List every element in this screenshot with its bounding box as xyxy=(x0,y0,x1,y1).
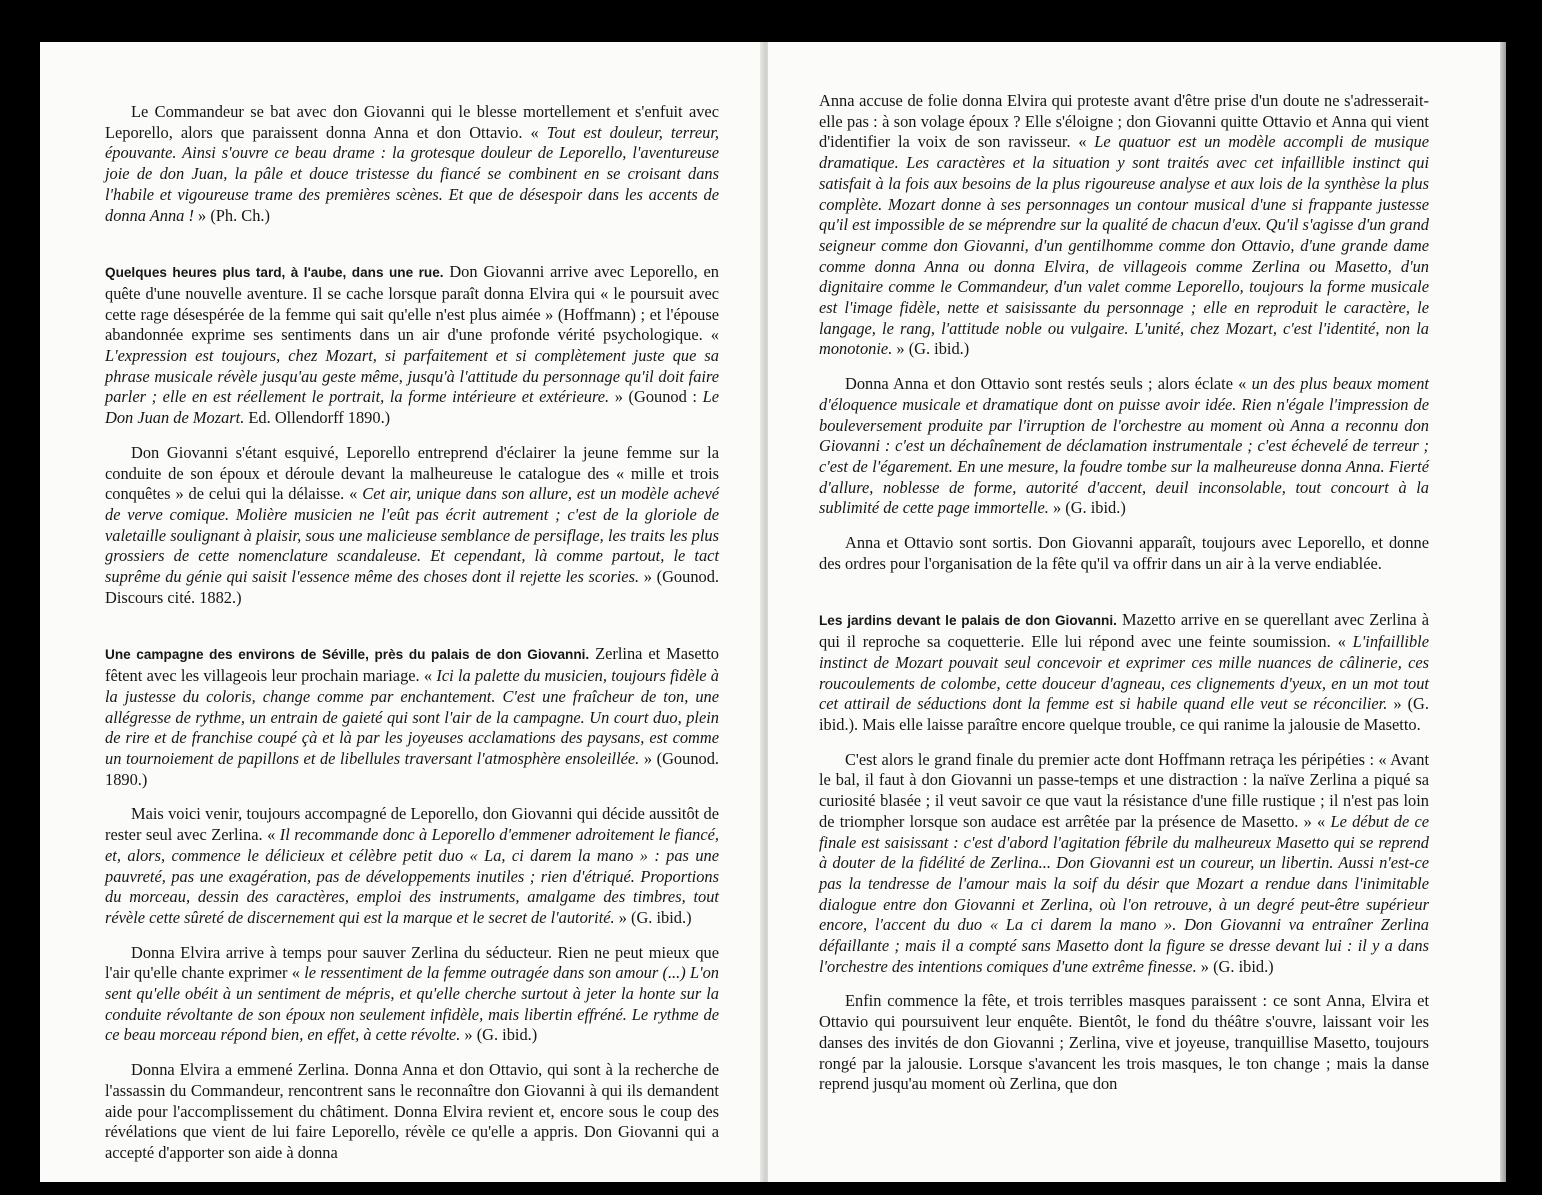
left-paragraph-5: Mais voici venir, toujours accompagné de Leporello, don Giovanni qui décide aussitôt de rester seul avec Zerlina. « Il recommande donc à Leporello d'emmener adroitement le fiancé, et, alors, commence le délicieux et célèbre petit duo « La, ci darem la mano » : pas une pauvreté, pas une exagération, pas de développements inutiles ; rien d'étriqué. Proportions du morceau, dessin des caractères, emploi des instruments, amalgame des timbres, tout révèle cette sûreté de discernement qui est la marque et le secret de l'autorité. » (G. ibid.) xyxy=(105,804,719,927)
right-paragraph-4: Les jardins devant le palais de don Giovanni. Mazetto arrive en se querellant avec Zerlina à qui il reproche sa coquetterie. Elle lui répond avec une feinte soumission. « L'infaillible instinct de Mozart pouvait seul concevoir et exprimer ces mille nuances de câlinerie, ces roucoulements de colombe, cette douceur d'agneau, ces clignements d'yeux, en un mot tout cet attirail de séductions dont la femme est si habile quand elle veut se réconcilier. » (G. ibid.). Mais elle laisse paraître encore quelque trouble, ce qui ranime la jalousie de Masetto. xyxy=(819,610,1429,734)
section-heading: Les jardins devant le palais de don Giovanni. xyxy=(819,613,1117,629)
section-heading: Quelques heures plus tard, à l'aube, dans une rue. xyxy=(105,265,444,281)
right-page xyxy=(768,42,1500,1182)
right-paragraph-3: Anna et Ottavio sont sortis. Don Giovanni apparaît, toujours avec Leporello, et donne des ordres pour l'organisation de la fête qu'il va offrir dans un air à la verve endiablée. xyxy=(819,533,1429,573)
left-paragraph-2: Quelques heures plus tard, à l'aube, dans une rue. Don Giovanni arrive avec Leporello, en quête d'une nouvelle aventure. Il se cache lorsque paraît donna Elvira qui « le poursuit avec cette rage désespérée de la femme qui sait qu'elle n'est plus aimée » (Hoffmann) ; et l'épouse abandonnée exprime ses sentiments dans un air d'une profonde vérité psychologique. « L'expression est toujours, chez Mozart, si parfaitement et si complètement juste que sa phrase musicale révèle jusqu'au geste même, jusqu'à l'attitude du personnage qu'il doit faire parler ; elle en est réellement le portrait, la forme intérieure et extérieure. » (Gounod : Le Don Juan de Mozart. Ed. Ollendorff 1890.) xyxy=(105,262,720,428)
left-paragraph-1: Le Commandeur se bat avec don Giovanni qui le blesse mortellement et s'enfuit avec Leporello, alors que paraissent donna Anna et don Ottavio. « Tout est douleur, terreur, épouvante. Ainsi s'ouvre ce beau drame : la grotesque douleur de Leporello, l'aventureuse joie de don Juan, la pâle et douce tristesse du fiancé se combinent en se croisant dans l'habile et vigoureuse trame des premières scènes. Et que de désespoir dans les accents de donna Anna ! » (Ph. Ch.) xyxy=(105,102,719,225)
page-edge xyxy=(1500,42,1506,1182)
left-page xyxy=(40,42,765,1182)
left-paragraph-4: Une campagne des environs de Séville, près du palais de don Giovanni. Zerlina et Masetto fêtent avec les villageois leur prochain mariage. « Ici la palette du musicien, toujours fidèle à la justesse du coloris, change comme par enchantement. C'est une fraîcheur de ton, une allégresse de rythme, un entrain de gaieté qui sont l'air de la campagne. Un court duo, plein de rire et de franchise coupé çà et là par les joyeuses acclamations des paysans, est comme un tournoiement de papillons et de libellules traversant l'atmosphère ensoleillée. » (Gounod. 1890.) xyxy=(105,644,719,789)
right-paragraph-6: Enfin commence la fête, et trois terribles masques paraissent : ce sont Anna, Elvira et Ottavio qui poursuivent leur enquête. Bientôt, le fond du théâtre s'ouvre, laissant voir les danses des invités de don Giovanni ; Zerlina, vive et joyeuse, tranquillise Masetto, toujours rongé par la jalousie. Lorsque s'avancent les trois masques, le ton change ; mais la danse reprend jusqu'au moment où Zerlina, que don xyxy=(819,991,1429,1094)
left-paragraph-7: Donna Elvira a emmené Zerlina. Donna Anna et don Ottavio, qui sont à la recherche de l'assassin du Commandeur, rencontrent sans le reconnaître don Giovanni à qui ils demandent aide pour l'accomplissement du châtiment. Donna Elvira revient et, encore sous le coup des révélations que vient de lui faire Leporello, révèle ce qu'elle a appris. Don Giovanni qui a accepté d'apporter son aide à donna xyxy=(105,1060,719,1162)
section-heading: Une campagne des environs de Séville, près du palais de don Giovanni. xyxy=(105,647,590,663)
left-paragraph-6: Donna Elvira arrive à temps pour sauver Zerlina du séducteur. Rien ne peut mieux que l'air qu'elle chante exprimer « le ressentiment de la femme outragée dans son amour (...) L'on sent qu'elle obéit à un sentiment de mépris, et qu'elle cherche surtout à jeter la honte sur la conduite révoltante de son époux non seulement infidèle, mais libertin effréné. Le rythme de ce beau morceau répond bien, en effet, à cette révolte. » (G. ibid.) xyxy=(105,942,719,1045)
left-paragraph-3: Don Giovanni s'étant esquivé, Leporello entreprend d'éclairer la jeune femme sur la conduite de son époux et déroule devant la malheureuse le catalogue des « mille et trois conquêtes » de celui qui la délaisse. « Cet air, unique dans son allure, est un modèle achevé de verve comique. Molière musicien ne l'eût pas écrit autrement ; c'est de la gloriole de valetaille soulignant à plaisir, sous une malicieuse semblance de persiflage, les traits les plus grossiers de cette nomenclature scandaleuse. Et cependant, là comme partout, le tact suprême du génie qui saisit l'essence même des choses dont il rejette les scories. » (Gounod. Discours cité. 1882.) xyxy=(105,442,720,607)
right-paragraph-2: Donna Anna et don Ottavio sont restés seuls ; alors éclate « un des plus beaux moment d'éloquence musicale et dramatique dont on puisse avoir idée. Rien n'égale l'impression de bouleversement produite par l'irruption de l'orchestre au moment où Anna a reconnu don Giovanni : c'est un déchaînement de déclamation instrumentale ; c'est échevelé de terreur ; c'est de l'égarement. En une mesure, la foudre tombe sur la malheureuse donna Anna. Fierté d'allure, noblesse de forme, autorité d'accent, deuil inconsolable, tout concourt à la sublimité de cette page immortelle. » (G. ibid.) xyxy=(819,374,1429,518)
right-paragraph-5: C'est alors le grand finale du premier acte dont Hoffmann retraça les péripéties : « Avant le bal, il faut à don Giovanni un passe-temps et une distraction : la naïve Zerlina a piqué sa curiosité blasée ; il veut savoir ce que vaut la résistance d'une fille rustique ; il n'est pas loin de triompher lorsque son audace est arrêtée par la présence de Masetto. » « Le début de ce finale est saisissant : c'est d'abord l'agitation fébrile du malheureux Masetto qui se reprend à douter de la fidélité de Zerlina... Don Giovanni est un coureur, un libertin. Aussi n'est-ce pas la tendresse de l'amour mais la soif du désir que Mozart a rendue dans l'inimitable dialogue entre don Giovanni et Zerlina, où l'on retrouve, à un degré peut-être supérieur encore, l'accent du duo « La ci darem la mano ». Don Giovanni va entraîner Zerlina défaillante ; mais il a compté sans Masetto dont la figure se dresse devant lui : il y a dans l'orchestre des intentions comiques d'une extrême finesse. » (G. ibid.) xyxy=(819,749,1430,976)
right-paragraph-1: Anna accuse de folie donna Elvira qui proteste avant d'être prise d'un doute ne s'adresserait-elle pas : à son volage époux ? Elle s'éloigne ; don Giovanni quitte Ottavio et Anna qui vient d'identifier la voix de son ravisseur. « Le quatuor est un modèle accompli de musique dramatique. Les caractères et la situation y sont traités avec cet infaillible instinct qui satisfait à la fois aux besoins de la plus rigoureuse analyse et aux lois de la synthèse la plus complète. Mozart donne à ses personnages un contour musical d'une si frappante justesse qu'il est impossible de se méprendre sur la qualité de chacun d'eux. Qu'il s'agisse d'un grand seigneur comme don Giovanni, d'un gentilhomme comme don Ottavio, d'une grande dame comme donna Anna ou donna Elvira, de villageois comme Zerlina ou Masetto, d'un dignitaire comme le Commandeur, d'un valet comme Leporello, toujours la forme musicale est l'image fidèle, nette et saisissante du personnage ; elle en reproduit le caractère, le langage, le rang, l'attitude noble ou vulgaire. L'unité, chez Mozart, c'est l'identité, non la monotonie. » (G. ibid.) xyxy=(819,91,1430,359)
